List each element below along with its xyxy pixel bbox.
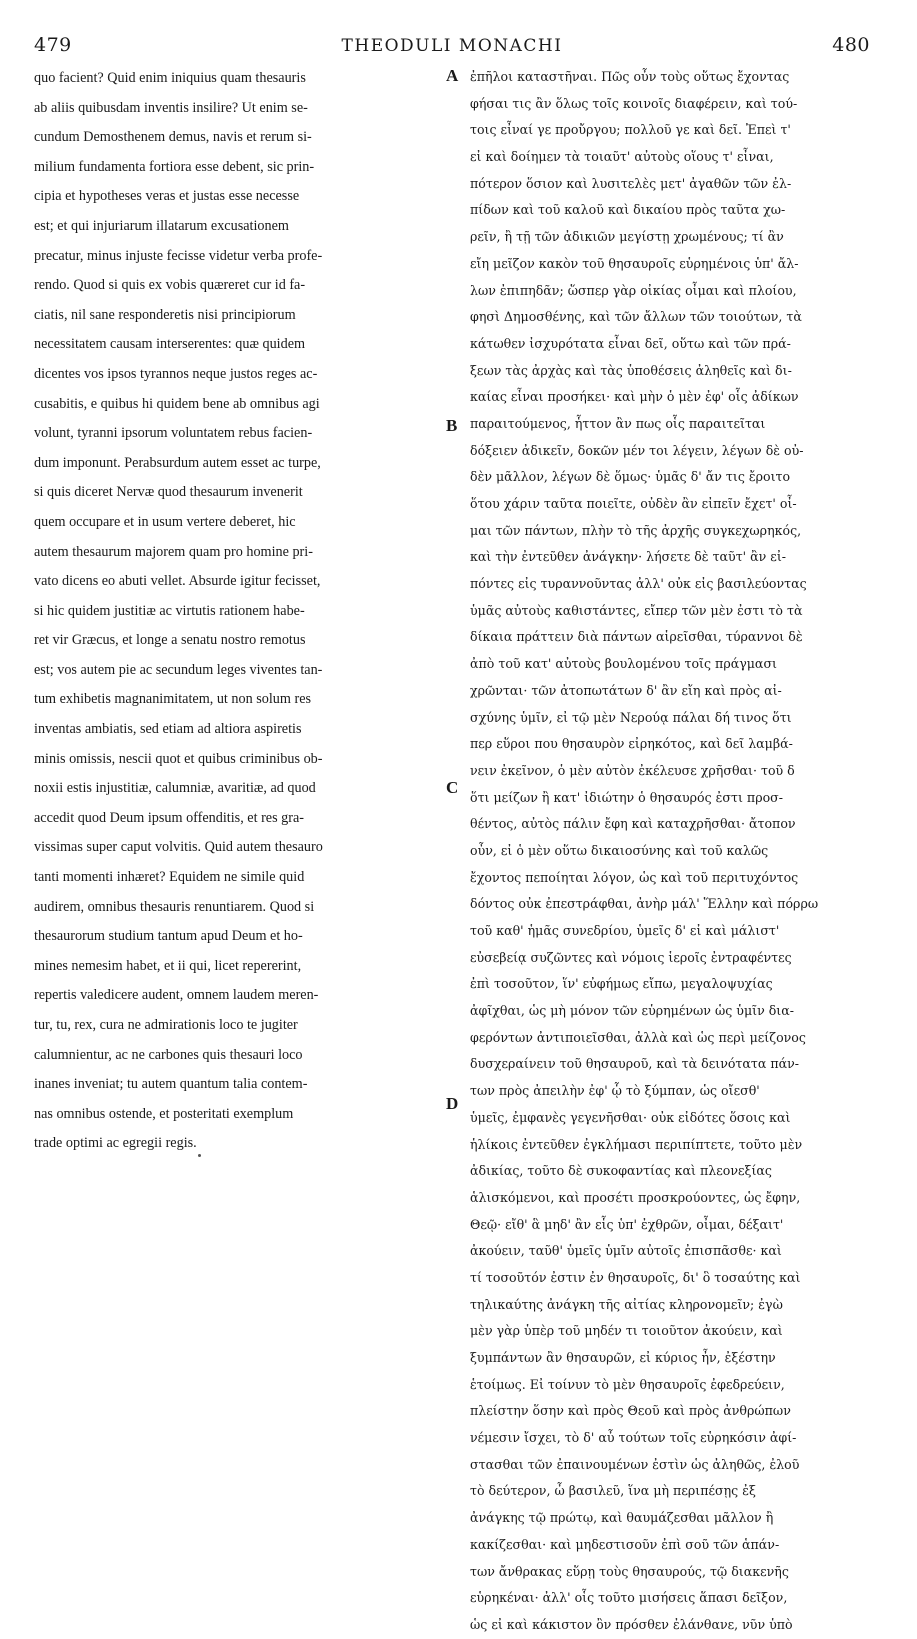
greek-text-line: ὑμεῖς, ἐμφανὲς γεγενῆσθαι· οὐκ εἰδότες ὅσοις καὶ (470, 1109, 791, 1125)
greek-text-line: οὖν, εἰ ὁ μὲν οὕτω δικαιοσύνης καὶ τοῦ καλῶς (470, 842, 769, 858)
greek-text-line: των πρὸς ἀπειλὴν ἐφ' ᾧ τὸ ξύμπαν, ὡς οἴεσθ' (470, 1083, 760, 1099)
latin-text-line: tur, tu, rex, cura ne admirationis loco te jugiter (34, 1017, 298, 1033)
greek-text-line: καὶ τὴν ἐντεῦθεν ἀνάγκην· λήσετε δὲ ταῦτ' ἂν εἰ- (470, 549, 787, 565)
latin-text-line: accedit quod Deum ipsum offenditis, et res gra- (34, 809, 305, 826)
latin-text-line: inventas ambiatis, sed etiam ad altiora aspiretis (34, 721, 302, 738)
greek-text-line: πόντες εἰς τυραννοῦντας ἀλλ' οὐκ εἰς βασιλεύοντας (470, 576, 807, 592)
latin-text-line: thesaurorum studium tantum apud Deum et ho- (34, 928, 303, 945)
latin-text-line: mines nemesim habet, et ii qui, licet repererint, (34, 957, 302, 974)
greek-text-line: εἴη μεῖζον κακὸν τοῦ θησαυροῖς εὑρημένοις ὑπ' ἄλ- (470, 255, 799, 271)
greek-text-line: κάτωθεν ἰσχυρότατα εἶναι δεῖ, οὕτω καὶ τῶν πρά- (470, 335, 791, 351)
latin-text-line: tanti momenti inhæret? Equidem ne simile quid (34, 869, 305, 886)
greek-text-line: θέντος, αὐτὸς πάλιν ἔφη καὶ καταχρῆσθαι· ἄτοπον (470, 816, 796, 832)
greek-text-line: εἰ καὶ δοίημεν τὰ τοιαῦτ' αὐτοὺς οἵους τ' εἶναι, (470, 149, 774, 165)
section-marker-a: A (446, 66, 459, 85)
greek-text-line: ἀκούειν, ταῦθ' ὑμεῖς ὑμῖν αὐτοῖς ἐπισπᾶσθε· καὶ (470, 1243, 782, 1259)
greek-text-line: σχύνης ὑμῖν, εἰ τῷ μὲν Νερούᾳ πάλαι δή τινος ὅτι (470, 709, 792, 725)
greek-text-line: φερόντων ἀντιποιεῖσθαι, ἀλλὰ καὶ ὡς περὶ μείζονος (470, 1029, 806, 1045)
greek-text-line: εὑρηκέναι· ἀλλ' οἷς τοῦτο μισήσεις ἅπασι δεῖξον, (470, 1590, 788, 1606)
latin-text-line: inanes inveniat; tu autem quantum talia contem- (34, 1076, 308, 1093)
greek-text-line: ξεων τὰς ἀρχὰς καὶ τὰς ὑποθέσεις ἀληθεῖς καὶ δι- (470, 362, 792, 378)
page-number-right: 480 (832, 34, 870, 56)
latin-text-line: repertis valedicere audent, omnem laudem meren- (34, 987, 319, 1004)
greek-text-line: δίκαια πράττειν διὰ πάντων αἱρεῖσθαι, τύραννοι δὲ (470, 629, 803, 645)
latin-text-line: ciatis, nil sane responderetis nisi principiorum (34, 306, 296, 323)
greek-text-line: ἐπὶ τοσοῦτον, ἵν' εὐφήμως εἴπω, μεγαλοψυχίας (470, 976, 773, 992)
latin-text-line: cusabitis, e quibus hi quidem bene ab omnibus agi (34, 395, 320, 412)
greek-text-line: τοις εἶναί γε προὔργου; πολλοῦ γε καὶ δεῖ. Ἐπεὶ τ' (470, 122, 791, 138)
latin-text-line: si quis diceret Nervæ quod thesaurum invenerit (34, 484, 303, 501)
latin-column (34, 64, 446, 1159)
greek-text-line: ὅτι μείζων ἢ κατ' ἰδιώτην ὁ θησαυρός ἐστι προσ- (470, 789, 784, 805)
greek-text-line: ὡς εἰ καὶ κάκιστον ὂν πρόσθεν ἐλάνθανε, νῦν ὑπὸ (470, 1616, 793, 1632)
latin-text-line: noxii estis injustitiæ, calumniæ, avaritiæ, ad quod (34, 780, 316, 797)
latin-text-line: trade optimi ac egregii regis. (34, 1135, 197, 1152)
greek-text-line: καίας εἶναι προσήκει· καὶ μὴν ὁ μὲν ἐφ' οἷς ἀδίκων (470, 389, 799, 405)
greek-text-line: λων ἐπιπηδᾶν; ὥσπερ γὰρ οἰκίας οἶμαι καὶ πλοίου, (470, 282, 797, 298)
greek-text-line: εὐσεβείᾳ συζῶντες καὶ νόμοις ἱεροῖς ἐντραφέντες (470, 949, 792, 965)
greek-text-line: Θεῷ· εἴθ' ἃ μηδ' ἂν εἷς ὑπ' ἐχθρῶν, οἶμαι, δέξαιτ' (470, 1216, 784, 1232)
latin-text-line: tum exhibetis magnanimitatem, ut non solum res (34, 691, 312, 708)
greek-text-line: πλείστην ὅσην καὶ πρὸς Θεοῦ καὶ πρὸς ἀνθρώπων (470, 1403, 791, 1419)
greek-text-line: δὲν μᾶλλον, λέγων δὲ ὅμως· ὑμᾶς δ' ἄν τις ἔροιτο (470, 469, 791, 485)
latin-text-line: quo facient? Quid enim iniquius quam thesauris (34, 70, 306, 86)
latin-text-line: dicentes vos ipsos tyrannos neque justos reges ac- (34, 365, 318, 382)
greek-text-line: ἐπῆλοι καταστῆναι. Πῶς οὖν τοὺς οὕτως ἔχοντας (470, 69, 790, 84)
greek-text-line: νέμεσιν ἴσχει, τὸ δ' αὖ τούτων τοῖς εὑρηκόσιν ἀφί- (470, 1430, 797, 1446)
greek-text-line: μὲν γὰρ ὑπὲρ τοῦ μηδέν τι τοιοῦτον ἀκούειν, καὶ (470, 1323, 783, 1339)
greek-text-line: ἔχοντος πεποίηται λόγον, ὡς καὶ τοῦ περιτυχόντος (470, 869, 799, 885)
greek-text-line: φησὶ Δημοσθένης, καὶ τῶν ἄλλων τῶν τοιούτων, τὰ (470, 309, 802, 325)
greek-text-line: ἡλίκοις ἐντεῦθεν ἐγκλήμασι περιπίπτετε, τοῦτο μὲν (470, 1136, 803, 1152)
greek-text-line: τί τοσοῦτόν ἐστιν ἐν θησαυροῖς, δι' ὃ τοσαύτης καὶ (470, 1269, 801, 1285)
latin-text-line: nas omnibus ostende, et posteritati exemplum (34, 1105, 294, 1122)
latin-text-line: vato dicens eo abuti vellet. Absurde igitur fecisset, (34, 573, 321, 590)
greek-column (470, 64, 880, 1639)
latin-text-line: si hic quidem justitiæ ac virtutis rationem habe- (34, 602, 305, 619)
latin-text-line: est; et qui injuriarum illatarum excusationem (34, 217, 289, 234)
greek-text-line: μαι τῶν πάντων, πλὴν τὸ τῆς ἀρχῆς συγκεχωρηκός, (470, 522, 802, 538)
latin-text-line: minis omissis, nescii quot et quibus criminibus ob- (34, 750, 323, 767)
latin-text-line: cipia et hypotheses veras et justas esse necesse (34, 188, 300, 205)
latin-text-line: audirem, omnibus thesauris renuntiarem. Quod si (34, 898, 315, 915)
latin-text-line: precatur, minus injuste fecisse videtur verba profe- (34, 247, 323, 264)
greek-text-line: χρῶνται· τῶν ἀτοπωτάτων δ' ἂν εἴη καὶ πρὸς αἰ- (470, 682, 782, 698)
greek-text-line: ἑτοίμως. Εἰ τοίνυν τὸ μὲν θησαυροῖς ἐφεδρεύειν, (470, 1376, 785, 1392)
section-marker-b: B (446, 416, 458, 435)
greek-text-line: ἁλισκόμενοι, καὶ προσέτι προσκρούοντες, ὡς ἔφην, (470, 1189, 801, 1205)
latin-text-line: est; vos autem pie ac secundum leges viventes tan- (34, 661, 323, 678)
greek-text-line: ἀδικίας, τοῦτο δὲ συκοφαντίας καὶ πλεονεξίας (470, 1163, 772, 1179)
page-number-left: 479 (34, 34, 72, 56)
greek-text-line: κακίζεσθαι· καὶ μηδεστισοῦν ἐπὶ σοῦ τῶν ἁπάν- (470, 1536, 780, 1552)
latin-text-line: quem occupare et in usum vertere deberet, hic (34, 513, 296, 530)
greek-text-line: ἀνάγκης τῷ πρώτῳ, καὶ θαυμάζεσθαι μᾶλλον ἢ (470, 1510, 774, 1526)
latin-text-line: autem thesaurum majorem quam pro homine pri- (34, 543, 313, 560)
greek-text-line: περ εὕροι που θησαυρὸν εἰρηκότος, καὶ δεῖ λαμβά- (470, 736, 793, 752)
greek-text-line: ἀφῖχθαι, ὡς μὴ μόνον τῶν εὑρημένων ὡς ὑμῖν δια- (470, 1003, 795, 1019)
greek-text-line: δυσχεραίνειν τοῦ θησαυροῦ, καὶ τὰ δεινότατα πάν- (470, 1056, 800, 1072)
greek-text-line: ἀπὸ τοῦ κατ' αὐτοὺς βουλομένου τοῖς πράγμασι (470, 656, 777, 672)
greek-text-line: πότερον ὅσιον καὶ λυσιτελὲς μετ' ἀγαθῶν τῶν ἐλ- (470, 175, 792, 191)
latin-text-line: ret vir Græcus, et longe a senatu nostro remotus (34, 632, 306, 649)
greek-text-line: νειν ἐκεῖνον, ὁ μὲν αὐτὸν ἐκέλευσε χρῆσθαι· τοῦ δ (470, 762, 795, 778)
latin-text-line: rendo. Quod si quis ex vobis quæreret cur id fa- (34, 277, 306, 294)
greek-text-line: δόντος οὐκ ἐπεστράφθαι, ἀνὴρ μάλ' Ἕλλην καὶ πόρρω (470, 896, 819, 912)
page-header (34, 34, 870, 64)
greek-text-line: ὑμᾶς αὐτοὺς καθιστάντες, εἴπερ τῶν μὲν ἐστι τὸ τὰ (470, 602, 803, 618)
greek-text-line: πίδων καὶ τοῦ καλοῦ καὶ δικαίου πρὸς ταῦτα χω- (470, 202, 786, 218)
latin-text-line: necessitatem causam interserentes: quæ quidem (34, 336, 306, 353)
latin-text-line: cundum Demosthenem demus, navis et rerum si- (34, 129, 312, 146)
greek-text-line: ὅτου χάριν ταῦτα ποιεῖτε, οὐδὲν ἂν εἰπεῖν ἔχετ' οἶ- (470, 496, 797, 511)
latin-text-line: dum imponunt. Perabsurdum autem esset ac turpe, (34, 454, 321, 471)
stray-mark (198, 1154, 201, 1157)
greek-text-line: ξυμπάντων ἂν θησαυρῶν, εἰ κύριος ἦν, ἐξέστην (470, 1350, 776, 1365)
latin-text-line: volunt, tyranni ipsorum voluntatem rebus facien- (34, 425, 313, 442)
greek-text-line: δόξειεν ἀδικεῖν, δοκῶν μέν τοι λέγειν, λέγων δὲ οὐ- (470, 442, 804, 458)
greek-text-line: τοῦ καθ' ἡμᾶς συνεδρίου, ὑμεῖς δ' εἰ καὶ μάλιστ' (470, 923, 780, 938)
greek-text-line: τηλικαύτης ἀνάγκη τῆς αἰτίας κληρονομεῖν; ἐγὼ (470, 1296, 783, 1312)
greek-text-line: στασθαι τῶν ἐπαινουμένων ἐστὶν ὡς ἀληθῶς, ἐλοῦ (470, 1456, 800, 1472)
section-marker-d: D (446, 1094, 459, 1113)
greek-text-line: ρεῖν, ἢ τῇ τῶν ἀδικιῶν μεγίστῃ χρωμένους; τί ἂν (470, 229, 784, 245)
running-title: THEODULI MONACHI (341, 36, 563, 56)
section-marker-c: C (446, 778, 459, 797)
latin-text-line: calumnientur, ac ne carbones quis thesauri loco (34, 1046, 303, 1063)
latin-text-line: vissimas super caput volvitis. Quid autem thesauro (34, 839, 323, 856)
greek-text-line: παραιτούμενος, ἧττον ἂν πως οἷς παραιτεῖται (470, 415, 766, 431)
greek-text-line: φήσαι τις ἂν ὅλως τοῖς κοινοῖς διαφέρειν, καὶ τού- (470, 95, 798, 111)
latin-text-line: milium fundamenta fortiora esse debent, sic prin- (34, 158, 315, 175)
latin-text-line: ab aliis quibusdam inventis insilire? Ut enim se- (34, 99, 308, 116)
greek-text-line: των ἄνθρακας εὕρῃ τοὺς θησαυρούς, τῷ διακενῆς (470, 1563, 789, 1579)
greek-text-line: τὸ δεύτερον, ὦ βασιλεῦ, ἵνα μὴ περιπέσῃς ἐξ (470, 1483, 756, 1499)
